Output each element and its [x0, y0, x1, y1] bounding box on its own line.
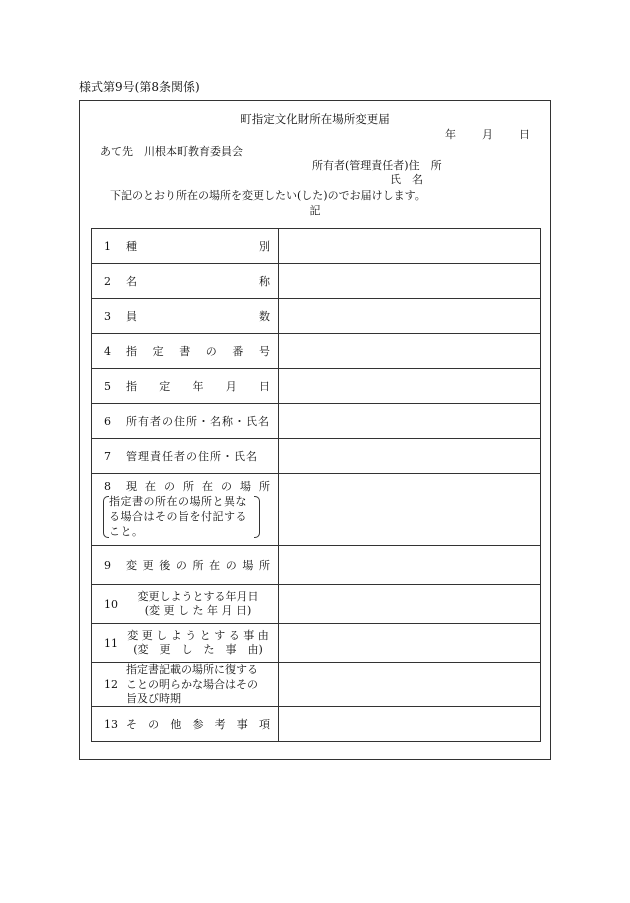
- row-value-cell[interactable]: [279, 546, 541, 585]
- row-label: 4 指 定 書 の 番 号: [92, 334, 279, 369]
- row-number: 10: [104, 597, 118, 611]
- owner-address-label: 所有者(管理責任者)住 所: [312, 159, 442, 172]
- row-number: 3: [104, 309, 111, 323]
- table-row: [92, 585, 541, 624]
- form-number-label: 様式第9号(第8条関係): [79, 80, 200, 94]
- table-row: [92, 546, 541, 585]
- form-title: 町指定文化財所在場所変更届: [240, 112, 390, 126]
- row-value-cell[interactable]: [279, 585, 541, 624]
- row-label: 9 変 更 後 の 所 在 の 場 所: [92, 546, 279, 585]
- row-number: 8: [104, 480, 111, 493]
- date-month: 月: [482, 128, 493, 141]
- row-label: 5 指 定 年 月 日: [92, 369, 279, 404]
- row-number: 1: [104, 239, 111, 253]
- row-text: 所有者の住所・名称・氏名: [126, 415, 270, 428]
- row-value-cell[interactable]: [279, 334, 541, 369]
- row-value-cell[interactable]: [279, 663, 541, 707]
- row-number: 9: [104, 558, 111, 572]
- row-label: 1 種 別: [92, 229, 279, 264]
- row-value-cell[interactable]: [279, 404, 541, 439]
- row-number: 13: [104, 717, 118, 731]
- row-number: 6: [104, 414, 111, 428]
- table-row: [92, 663, 541, 707]
- row-number: 5: [104, 379, 111, 393]
- row-value-cell[interactable]: [279, 369, 541, 404]
- items-table: [91, 228, 541, 742]
- table-row: [92, 404, 541, 439]
- date-line: [445, 129, 530, 140]
- row-label: 12 指定書記載の場所に復する ことの明らかな場合はその 旨及び時期: [92, 663, 279, 707]
- row-value-cell[interactable]: [279, 624, 541, 663]
- form-frame: [79, 100, 551, 760]
- row-value-cell[interactable]: [279, 264, 541, 299]
- statement-text: 下記のとおり所在の場所を変更したい(した)のでお届けします。: [110, 189, 426, 202]
- row-value-cell[interactable]: [279, 229, 541, 264]
- row-value-cell[interactable]: [279, 299, 541, 334]
- row-label: 2 名 称: [92, 264, 279, 299]
- row-number: 4: [104, 344, 111, 358]
- table-row: [92, 264, 541, 299]
- date-year: 年: [445, 128, 456, 141]
- owner-name-label: 氏 名: [390, 173, 423, 186]
- row-value-cell[interactable]: [279, 474, 541, 546]
- row-number: 12: [104, 678, 118, 692]
- row-number: 7: [104, 449, 111, 463]
- row-value-cell[interactable]: [279, 707, 541, 742]
- row-text: 管理責任者の住所・氏名: [126, 450, 258, 463]
- table-row: [92, 334, 541, 369]
- table-row: [92, 624, 541, 663]
- table-row: [92, 707, 541, 742]
- ki-heading: 記: [309, 204, 321, 217]
- row-label: [92, 404, 279, 439]
- row-value-cell[interactable]: [279, 439, 541, 474]
- table-row: [92, 439, 541, 474]
- table-row: [92, 229, 541, 264]
- row-label: 11 変 更 し よ う と す る 事 由 (変 更 し た 事 由): [92, 624, 279, 663]
- row-number: 2: [104, 274, 111, 288]
- table-row: [92, 369, 541, 404]
- table-row: [92, 474, 541, 546]
- row-label: 8 現 在 の 所 在 の 場 所 指定書の所在の場所と異なる場合はその旨を付記すること。: [92, 474, 279, 546]
- row-label: 13 そ の 他 参 考 事 項: [92, 707, 279, 742]
- row-number: 11: [104, 636, 118, 650]
- row-label: [92, 439, 279, 474]
- table-row: [92, 299, 541, 334]
- row-label: 10 変更しようとする年月日 (変 更 し た 年 月 日): [92, 585, 279, 624]
- addressee: あて先 川根本町教育委員会: [100, 145, 243, 158]
- row-note-bracket: 指定書の所在の場所と異なる場合はその旨を付記すること。: [106, 495, 254, 540]
- date-day: 日: [519, 128, 530, 141]
- row-label: 3 員 数: [92, 299, 279, 334]
